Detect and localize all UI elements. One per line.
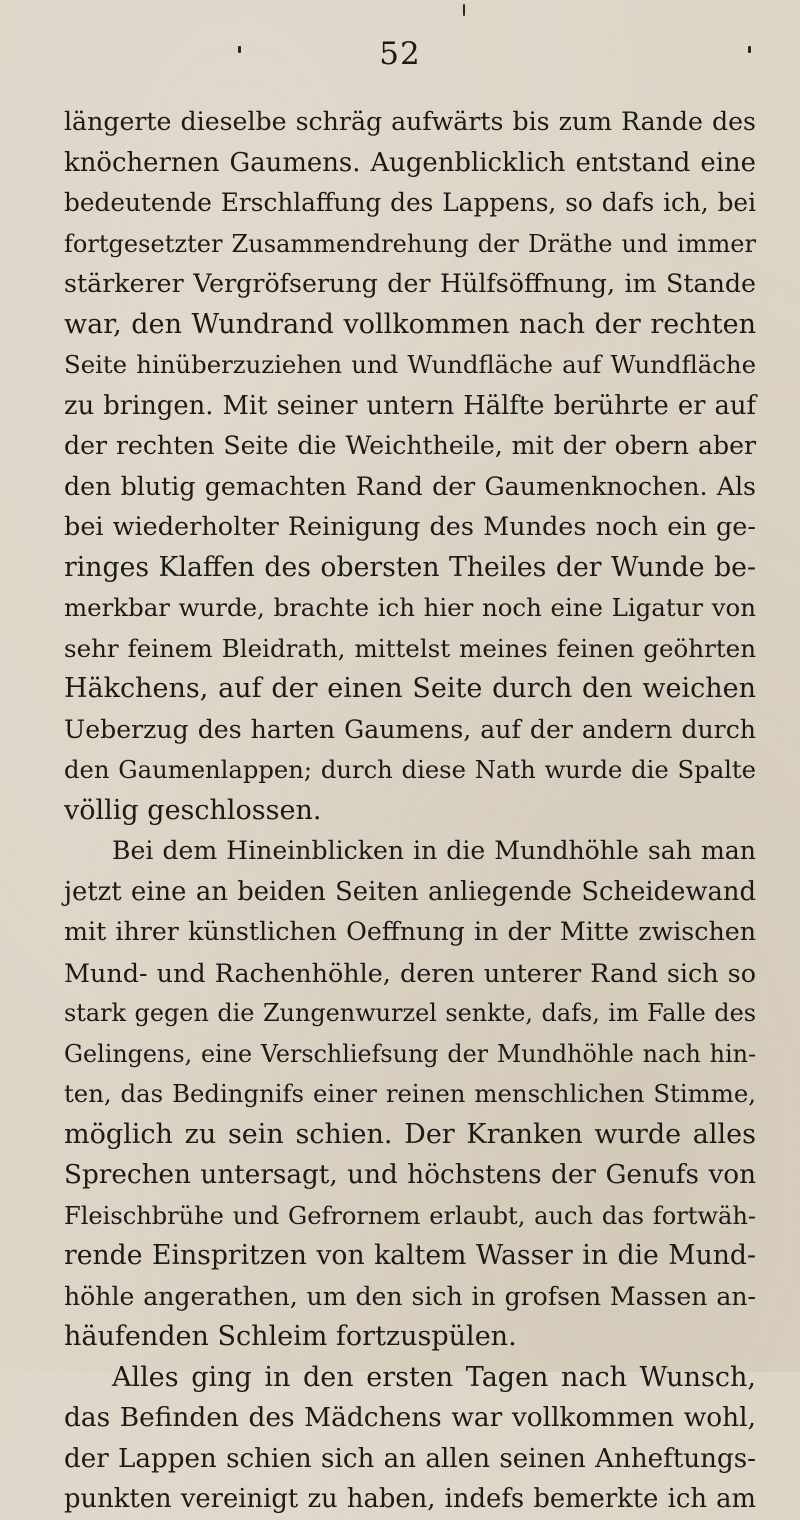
text-line: den Gaumenlappen; durch diese Nath wurde die Spalte — [64, 755, 756, 784]
paragraph-end-line: völlig geschlossen. — [64, 794, 322, 826]
text-line: stark gegen die Zungenwurzel senkte, dafs, im Falle des — [64, 999, 756, 1027]
text-line: jetzt eine an beiden Seiten anliegende Scheidewand — [64, 876, 756, 907]
text-line: der Lappen schien sich an allen seinen Anheftungs- — [64, 1443, 756, 1474]
text-line: punkten vereinigt zu haben, indefs bemerkte ich am — [64, 1484, 756, 1514]
text-line: Fleischbrühe und Gefrornem erlaubt, auch das fortwäh- — [64, 1201, 756, 1230]
text-line: Gelingens, eine Verschliefsung der Mundhöhle nach hin- — [64, 1039, 756, 1068]
text-line: bedeutende Erschlaffung des Lappens, so dafs ich, bei — [64, 188, 756, 217]
text-line: war, den Wundrand vollkommen nach der rechten — [64, 308, 756, 340]
body-text — [64, 102, 756, 1520]
text-line: das Befinden des Mädchens war vollkommen wohl, — [64, 1402, 756, 1433]
text-line: Ueberzug des harten Gaumens, auf der andern durch — [64, 714, 756, 744]
text-line: den blutig gemachten Rand der Gaumenknochen. Als — [64, 471, 756, 501]
text-line: bei wiederholter Reinigung des Mundes noch ein ge- — [64, 512, 756, 542]
text-line: stärkerer Vergröfserung der Hülfsöffnung, im Stande — [64, 269, 756, 298]
text-line: längerte dieselbe schräg aufwärts bis zum Rande des — [64, 107, 756, 136]
text-line: Seite hinüberzuziehen und Wundfläche auf Wundfläche — [64, 350, 756, 379]
text-line: rende Einspritzen von kaltem Wasser in die Mund- — [64, 1240, 756, 1271]
paragraph-start-line: Alles ging in den ersten Tagen nach Wunsch, — [112, 1361, 756, 1393]
page-number: 52 — [379, 36, 421, 72]
paragraph-start-line: Bei dem Hineinblicken in die Mundhöhle sah man — [112, 836, 756, 865]
text-line: ten, das Bedingnifs einer reinen menschlichen Stimme, — [64, 1079, 756, 1108]
text-line: fortgesetzter Zusammendrehung der Dräthe und immer — [64, 229, 756, 258]
ink-speck — [463, 4, 465, 16]
text-line: der rechten Seite die Weichtheile, mit der obern aber — [64, 431, 756, 460]
text-line: merkbar wurde, brachte ich hier noch eine Ligatur von — [64, 593, 756, 622]
text-line: zu bringen. Mit seiner untern Hälfte berührte er auf — [64, 390, 756, 421]
text-line: höhle angerathen, um den sich in grofsen Massen an- — [64, 1281, 756, 1311]
text-line: möglich zu sein schien. Der Kranken wurde alles — [64, 1118, 756, 1150]
text-line: Sprechen untersagt, und höchstens der Genufs von — [64, 1160, 756, 1190]
text-line: mit ihrer künstlichen Oeffnung in der Mitte zwischen — [64, 917, 756, 946]
paragraph-end-line: häufenden Schleim fortzuspülen. — [64, 1321, 517, 1352]
text-line: Mund- und Rachenhöhle, deren unterer Rand sich so — [64, 957, 756, 988]
text-line: Häkchens, auf der einen Seite durch den weichen — [64, 673, 756, 704]
text-line: sehr feinem Bleidrath, mittelst meines feinen geöhrten — [64, 633, 756, 663]
text-line: ringes Klaffen des obersten Theiles der Wunde be- — [64, 551, 756, 583]
text-line: knöchernen Gaumens. Augenblicklich entstand eine — [64, 147, 756, 178]
